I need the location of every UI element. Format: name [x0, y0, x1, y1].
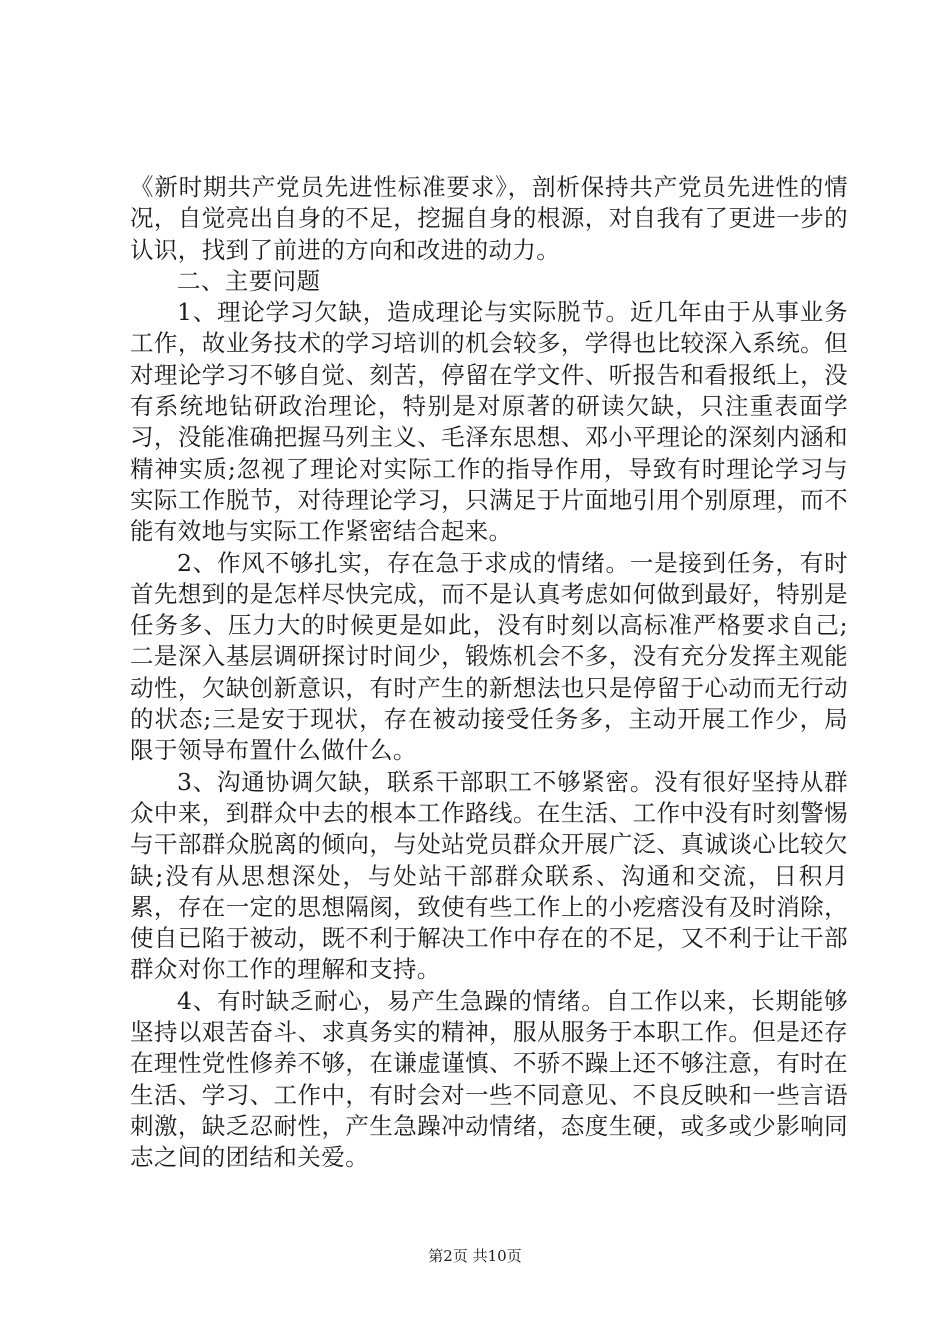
- paragraph-continuation: 《新时期共产党员先进性标准要求》，剖析保持共产党员先进性的情况，自觉亮出自身的不足，挖掘自身的根源，对自我有了更进一步的认识，找到了前进的方向和改进的动力。: [130, 173, 848, 264]
- page-footer: [0, 1246, 950, 1266]
- paragraph-problem-2: 2、作风不够扎实，存在急于求成的情绪。一是接到任务，有时首先想到的是怎样尽快完成，而不是认真考虑如何做到最好，特别是任务多、压力大的时候更是如此，没有时刻以高标准严格要求自己;二是深入基层调研探讨时间少，锻炼机会不多，没有充分发挥主观能动性，欠缺创新意识，有时产生的新想法也只是停留于心动而无行动的状态;三是安于现状，存在被动接受任务多，主动开展工作少，局限于领导布置什么做什么。: [130, 548, 848, 765]
- paragraph-problem-3: 3、沟通协调欠缺，联系干部职工不够紧密。没有很好坚持从群众中来，到群众中去的根本工作路线。在生活、工作中没有时刻警惕与干部群众脱离的倾向，与处站党员群众开展广泛、真诚谈心比较欠缺;没有从思想深处，与处站干部群众联系、沟通和交流，日积月累，存在一定的思想隔阂，致使有些工作上的小疙瘩没有及时消除，使自已陷于被动，既不利于解决工作中存在的不足，又不利于让干部群众对你工作的理解和支持。: [130, 767, 848, 984]
- paragraph-problem-4: 4、有时缺乏耐心，易产生急躁的情绪。自工作以来，长期能够坚持以艰苦奋斗、求真务实的精神，服从服务于本职工作。但是还存在理性党性修养不够，在谦虚谨慎、不骄不躁上还不够注意，有时在生活、学习、工作中，有时会对一些不同意见、不良反映和一些言语刺激，缺乏忍耐性，产生急躁冲动情绪，态度生硬，或多或少影响同志之间的团结和关爱。: [130, 986, 848, 1172]
- document-body: [130, 172, 848, 1174]
- page-number: 第2页 共10页: [428, 1247, 522, 1265]
- section-heading: 二、主要问题: [177, 266, 321, 295]
- paragraph-problem-1: 1、理论学习欠缺，造成理论与实际脱节。近几年由于从事业务工作，故业务技术的学习培训的机会较多，学得也比较深入系统。但对理论学习不够自觉、刻苦，停留在学文件、听报告和看报纸上，没有系统地钻研政治理论，特别是对原著的研读欠缺，只注重表面学习，没能准确把握马列主义、毛泽东思想、邓小平理论的深刻内涵和精神实质;忽视了理论对实际工作的指导作用，导致有时理论学习与实际工作脱节，对待理论学习，只满足于片面地引用个别原理，而不能有效地与实际工作紧密结合起来。: [130, 298, 848, 546]
